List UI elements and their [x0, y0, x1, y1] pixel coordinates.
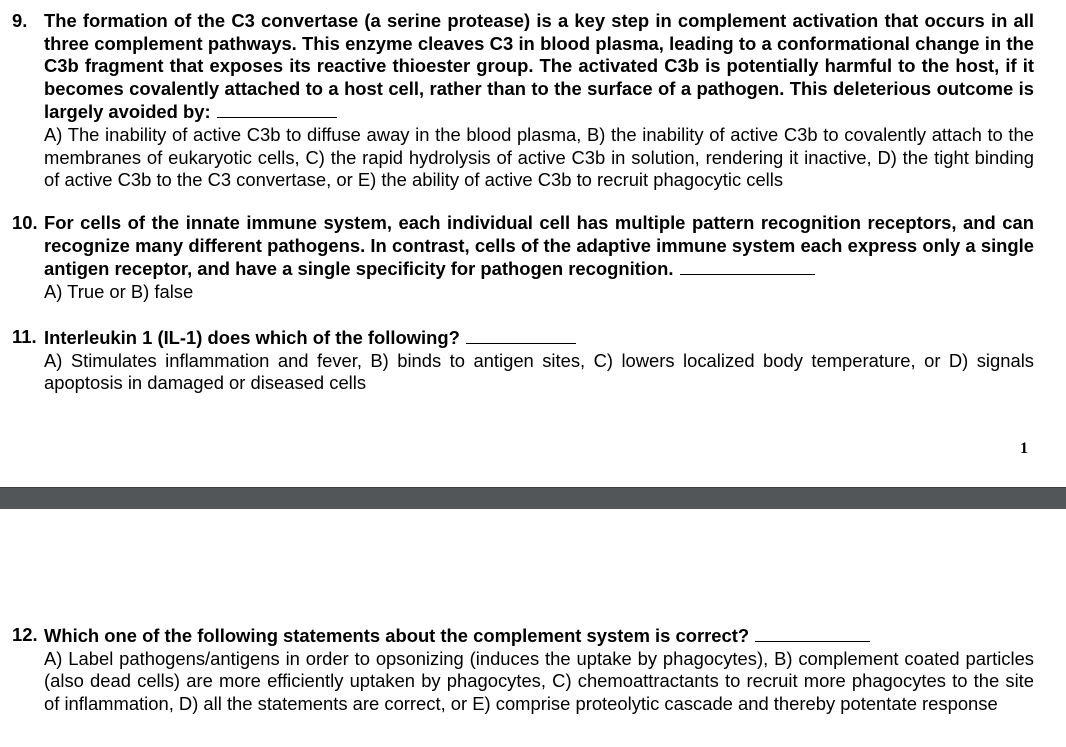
answer-options: A) True or B) false: [44, 280, 194, 302]
page-number: 1: [1020, 440, 1028, 457]
answer-blank: [680, 257, 815, 275]
question-number: 12.: [12, 624, 38, 645]
question-number: 9.: [12, 10, 28, 31]
answer-blank: [217, 100, 337, 118]
question-text: Which one of the following statements about the complement system is correct?: [44, 625, 750, 646]
answer-options: A) Stimulates inflammation and fever, B) binds to antigen sites, C) lowers localized body temperature, or D) signals apoptosis in damaged or diseased cells: [44, 349, 1034, 394]
question-10: [12, 212, 1034, 303]
question-text: The formation of the C3 convertase (a serine protease) is a key step in complement activation that occurs in all three complement pathways. This enzyme cleaves C3 in blood plasma, leading to a conformational change in the C3b fragment that exposes its reactive thioester group. The activated C3b is potentially harmful to the host, if it becomes covalently attached to a host cell, rather than to the surface of a pathogen. This deleterious outcome is largely avoided by:: [44, 10, 1034, 123]
question-text: For cells of the innate immune system, each individual cell has multiple pattern recognition receptors, and can recognize many different pathogens. In contrast, cells of the adaptive immune system each express only a single antigen receptor, and have a single specificity for pathogen recognition.: [44, 212, 1034, 280]
answer-blank: [755, 624, 870, 642]
question-11: [12, 326, 1034, 395]
question-number: 10.: [12, 212, 38, 233]
question-12: [12, 624, 1034, 715]
question-number: 11.: [12, 326, 37, 347]
answer-options: A) Label pathogens/antigens in order to opsonizing (induces the uptake by phagocytes), B) complement coated particles (also dead cells) are more efficiently uptaken by phagocytes, C) chemoattractants to recruit more phagocytes to the site of inflammation, D) all the statements are correct, or E) comprise proteolytic cascade and thereby potentate response: [44, 647, 1034, 714]
answer-blank: [466, 326, 576, 344]
answer-options: A) The inability of active C3b to diffuse away in the blood plasma, B) the inability of active C3b to covalently attach to the membranes of eukaryotic cells, C) the rapid hydrolysis of active C3b in solution, rendering it inactive, D) the tight binding of active C3b to the C3 convertase, or E) the ability of active C3b to recruit phagocytic cells: [44, 123, 1034, 191]
question-9: [12, 10, 1034, 192]
question-text: Interleukin 1 (IL-1) does which of the following?: [44, 327, 460, 348]
page-separator: [0, 487, 1066, 510]
